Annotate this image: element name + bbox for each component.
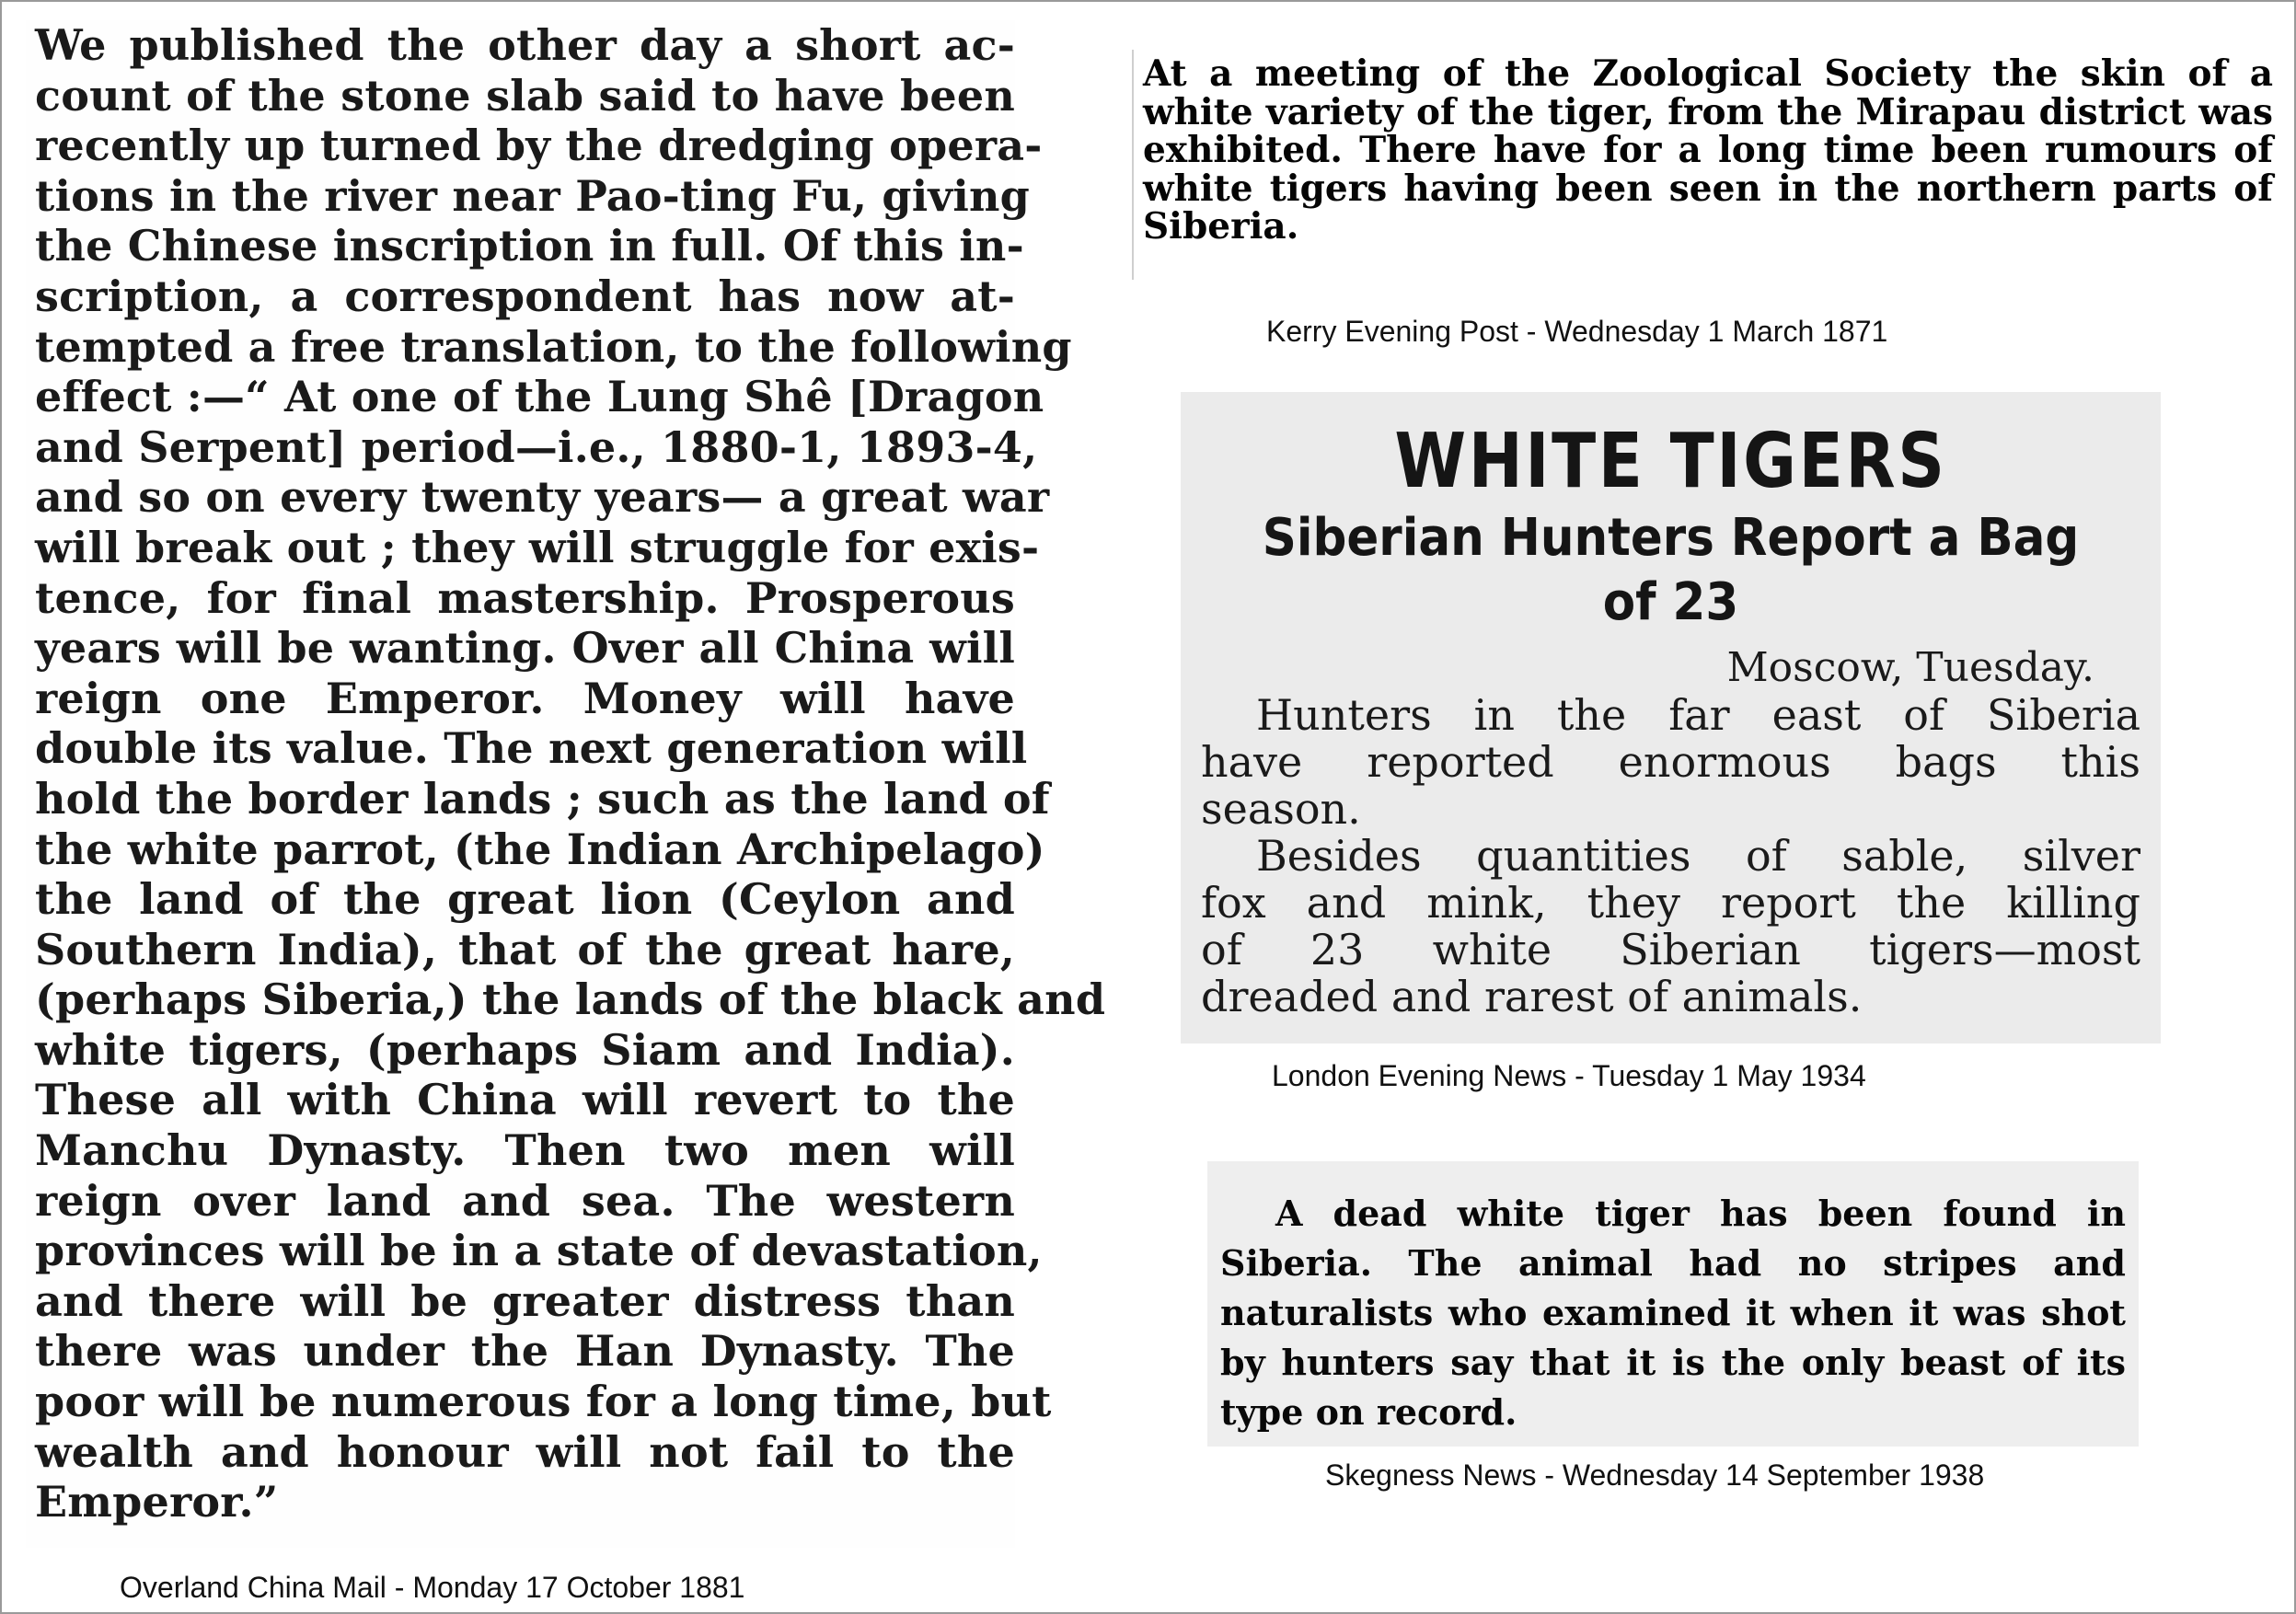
article-line: poor will be numerous for a long time, but xyxy=(35,1377,1052,1427)
article-line: At a meeting of the Zoological Society the skin of a xyxy=(1143,52,2273,95)
article-line: Emperor.” xyxy=(35,1477,279,1528)
article-line: the Chinese inscription in full. Of this in- xyxy=(35,221,1024,271)
article-line: A dead white tiger has been found in xyxy=(1275,1193,2126,1234)
article-line: and there will be greater distress than xyxy=(35,1275,1015,1326)
article-line: scription, a correspondent has now at- xyxy=(35,271,1015,321)
article-line: there was under the Han Dynasty. The xyxy=(35,1326,1015,1377)
article-line: will break out ; they will struggle for exis- xyxy=(35,522,1040,572)
article-line: We published the other day a short ac- xyxy=(35,20,1015,70)
article-line: exhibited. There have for a long time been rumours of xyxy=(1143,129,2273,171)
clipping-overland-china-mail xyxy=(26,20,1106,1548)
article-line: naturalists who examined it when it was shot xyxy=(1220,1292,2126,1333)
clipping-kerry-evening-post xyxy=(1132,50,2273,280)
caption-overland-china-mail: Overland China Mail - Monday 17 October 1881 xyxy=(120,1571,745,1604)
article-line: white tigers having been seen in the northern parts of xyxy=(1143,167,2273,210)
article-line: dreaded and rarest of animals. xyxy=(1201,972,1863,1021)
article-line: reign one Emperor. Money will have xyxy=(35,673,1015,723)
article-line: season. xyxy=(1201,784,1361,834)
article-line: provinces will be in a state of devastation, xyxy=(35,1226,1043,1276)
article-line: reign over land and sea. The western xyxy=(35,1175,1015,1226)
article-line: count of the stone slab said to have been xyxy=(35,70,1015,121)
article-line: Manchu Dynasty. Then two men will xyxy=(35,1125,1015,1176)
article-line: Siberia. xyxy=(1143,205,1299,248)
article-line: and Serpent] period—i.e., 1880-1, 1893-4, xyxy=(35,421,1038,472)
subheadline-line: Siberian Hunters Report a Bag xyxy=(1262,508,2080,568)
article-line: Hunters in the far east of Siberia xyxy=(1256,690,2140,740)
article-line: fox and mink, they report the killing xyxy=(1201,878,2140,928)
article-line: recently up turned by the dredging opera- xyxy=(35,121,1043,171)
article-line: type on record. xyxy=(1220,1391,1517,1433)
article-line: years will be wanting. Over all China will xyxy=(35,623,1015,674)
headline: WHITE TIGERS xyxy=(1394,418,1947,505)
caption-skegness-news: Skegness News - Wednesday 14 September 1938 xyxy=(1325,1458,1985,1492)
article-line: tions in the river near Pao-ting Fu, giving xyxy=(35,170,1031,221)
article-line: hold the border lands ; such as the land of xyxy=(35,773,1050,824)
clipping-skegness-news xyxy=(1207,1161,2139,1447)
clipping-london-evening-news xyxy=(1181,392,2161,1043)
caption-london-evening-news: London Evening News - Tuesday 1 May 1934 xyxy=(1272,1059,1866,1092)
article-line: white tigers, (perhaps Siam and India). xyxy=(35,1024,1015,1075)
article-line: Siberia. The animal had no stripes and xyxy=(1220,1242,2126,1284)
dateline: Moscow, Tuesday. xyxy=(1726,644,2094,691)
subheadline-line: of 23 xyxy=(1602,572,1739,632)
article-line: the white parrot, (the Indian Archipelago) xyxy=(35,824,1045,874)
article-line: have reported enormous bags this xyxy=(1201,737,2140,787)
article-line: (perhaps Siberia,) the lands of the black and xyxy=(35,974,1106,1025)
article-line: white variety of the tiger, from the Mirapau district was xyxy=(1143,90,2273,133)
article-line: Southern India), that of the great hare, xyxy=(35,924,1015,974)
article-line: and so on every twenty years— a great war xyxy=(35,472,1050,523)
caption-kerry-evening-post: Kerry Evening Post - Wednesday 1 March 1871 xyxy=(1266,315,1888,348)
article-line: double its value. The next generation will xyxy=(35,723,1028,774)
article-line: of 23 white Siberian tigers—most xyxy=(1201,925,2140,974)
article-line: These all with China will revert to the xyxy=(35,1075,1015,1125)
article-line: wealth and honour will not fail to the xyxy=(35,1426,1015,1477)
article-line: by hunters say that it is the only beast of its xyxy=(1220,1342,2126,1383)
article-line: effect :—“ At one of the Lung Shê [Dragon xyxy=(35,372,1044,422)
article-line: the land of the great lion (Ceylon and xyxy=(35,874,1015,925)
article-line: tence, for final mastership. Prosperous xyxy=(35,572,1015,623)
article-line: tempted a free translation, to the following xyxy=(35,321,1072,372)
article-line: Besides quantities of sable, silver xyxy=(1256,831,2140,881)
